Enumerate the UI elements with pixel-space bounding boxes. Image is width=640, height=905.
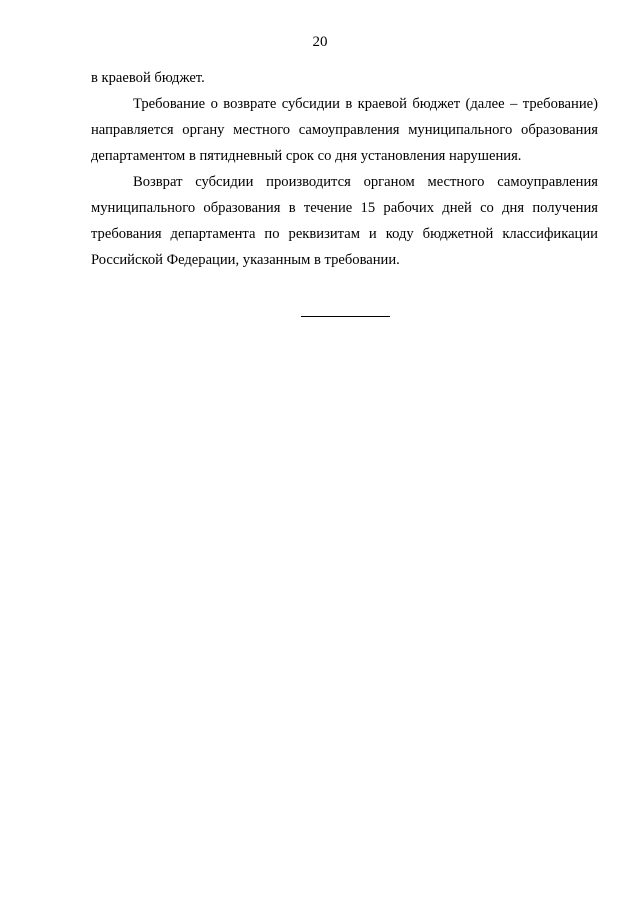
paragraph-continuation: в краевой бюджет. xyxy=(91,70,205,86)
page-number: 20 xyxy=(312,34,328,50)
document-body xyxy=(91,65,598,273)
paragraph-return-requirement: Требование о возврате субсидии в краевой бюджет (далее – требование) направляется органу местного самоуправления муниципального образования департаментом в пятидневный срок со дня установления нарушения. xyxy=(91,96,598,164)
end-separator-line xyxy=(301,316,390,317)
paragraph-subsidy-return: Возврат субсидии производится органом местного самоуправления муниципального образования в течение 15 рабочих дней со дня получения требования департамента по реквизитам и коду бюджетной классификации Российской Федерации, указанным в требовании. xyxy=(91,174,598,268)
